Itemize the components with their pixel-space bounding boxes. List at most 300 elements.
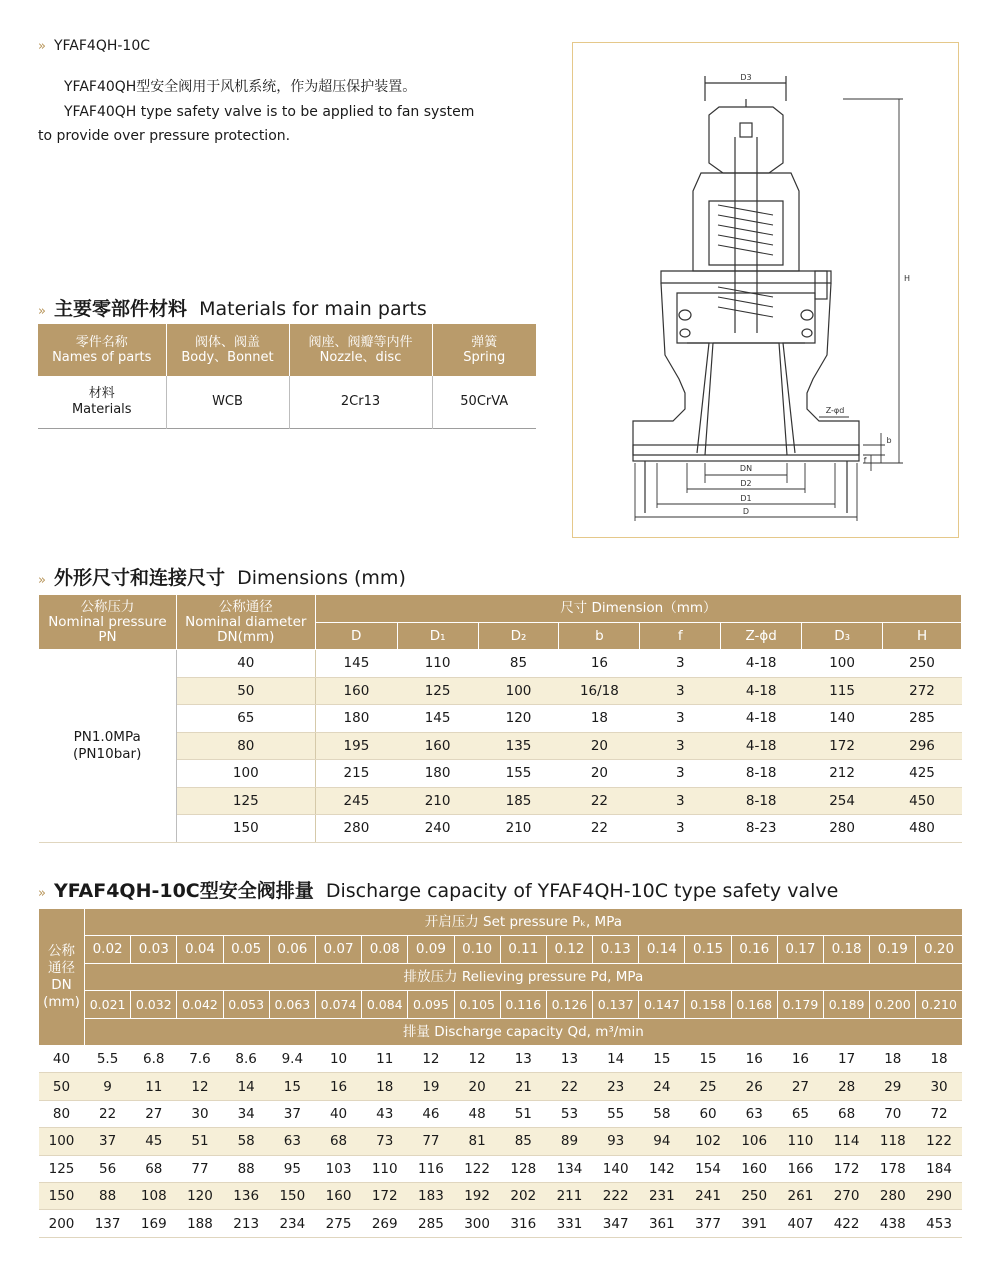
dim-cell: 140: [802, 705, 883, 733]
capacity-cell: 9.4: [269, 1046, 315, 1073]
capacity-cell: 178: [870, 1155, 916, 1182]
capacity-cell: 56: [85, 1155, 131, 1182]
header-dn: 公称通径 Nominal diameter DN(mm): [176, 595, 315, 650]
dim-cell: 4-18: [721, 705, 802, 733]
capacity-cell: 290: [916, 1182, 962, 1209]
dim-row: [39, 760, 962, 788]
capacity-cell: 331: [546, 1210, 592, 1237]
capacity-cell: 361: [639, 1210, 685, 1237]
capacity-cell: 14: [593, 1046, 639, 1073]
dim-row: [39, 732, 962, 760]
dim-col-header: Z-ϕd: [721, 623, 802, 650]
capacity-cell: 102: [685, 1128, 731, 1155]
capacity-cell: 103: [315, 1155, 361, 1182]
dn-cell: 100: [39, 1128, 85, 1155]
capacity-cell: 89: [546, 1128, 592, 1155]
pd-cell: 0.137: [593, 991, 639, 1019]
capacity-cell: 128: [500, 1155, 546, 1182]
capacity-cell: 30: [916, 1073, 962, 1100]
capacity-cell: 9: [85, 1073, 131, 1100]
capacity-cell: 269: [362, 1210, 408, 1237]
capacity-row: [39, 1128, 963, 1155]
dim-cell: 180: [397, 760, 478, 788]
pk-cell: 0.13: [593, 936, 639, 964]
capacity-cell: 13: [546, 1046, 592, 1073]
valve-drawing-frame: [572, 42, 959, 538]
pd-cell: 0.032: [131, 991, 177, 1019]
capacity-cell: 18: [362, 1073, 408, 1100]
capacity-cell: 241: [685, 1182, 731, 1209]
intro-en-2: to provide over pressure protection.: [38, 128, 291, 144]
pk-cell: 0.06: [269, 936, 315, 964]
dim-cell: 155: [478, 760, 559, 788]
dim-cell: 85: [478, 650, 559, 678]
capacity-cell: 10: [315, 1046, 361, 1073]
dimensions-header-row: [39, 595, 962, 623]
pk-cell: 0.02: [85, 936, 131, 964]
set-pressure-label: 开启压力 Set pressure Pₖ, MPa: [85, 909, 963, 936]
dim-row: [39, 787, 962, 815]
pd-cell: 0.074: [315, 991, 361, 1019]
capacity-cell: 213: [223, 1210, 269, 1237]
capacity-cell: 73: [362, 1128, 408, 1155]
set-pressure-row: [39, 909, 963, 936]
dim-cell: 172: [802, 732, 883, 760]
capacity-cell: 15: [639, 1046, 685, 1073]
dimensions-title: » 外形尺寸和连接尺寸 Dimensions (mm): [38, 567, 406, 589]
pd-cell: 0.147: [639, 991, 685, 1019]
intro-text: [38, 75, 508, 149]
materials-table: [38, 324, 536, 429]
capacity-cell: 13: [500, 1046, 546, 1073]
capacity-cell: 27: [131, 1100, 177, 1127]
capacity-cell: 300: [454, 1210, 500, 1237]
capacity-cell: 58: [223, 1128, 269, 1155]
dim-cell: 212: [802, 760, 883, 788]
pk-cell: 0.19: [870, 936, 916, 964]
pd-cell: 0.210: [916, 991, 962, 1019]
capacity-cell: 77: [408, 1128, 454, 1155]
materials-row-label: 材料 Materials: [38, 376, 166, 428]
chevron-icon: »: [38, 39, 44, 54]
pd-cell: 0.042: [177, 991, 223, 1019]
capacity-cell: 11: [362, 1046, 408, 1073]
dim-cell: 135: [478, 732, 559, 760]
capacity-table: [38, 908, 963, 1238]
dn-cell: 40: [39, 1046, 85, 1073]
capacity-cell: 40: [315, 1100, 361, 1127]
capacity-cell: 12: [454, 1046, 500, 1073]
dim-cell: 185: [478, 787, 559, 815]
label-d3: D3: [740, 73, 752, 82]
dim-cell: 3: [640, 677, 721, 705]
capacity-cell: 95: [269, 1155, 315, 1182]
dim-cell: 480: [883, 815, 962, 843]
dim-cell: 125: [397, 677, 478, 705]
pk-cell: 0.18: [824, 936, 870, 964]
materials-header-cell: 弹簧 Spring: [463, 335, 506, 365]
dn-cell: 65: [176, 705, 315, 733]
label-d2: D2: [740, 479, 752, 488]
dim-cell: 296: [883, 732, 962, 760]
dim-col-header: D₃: [802, 623, 883, 650]
capacity-cell: 30: [177, 1100, 223, 1127]
capacity-cell: 234: [269, 1210, 315, 1237]
capacity-cell: 37: [85, 1128, 131, 1155]
capacity-cell: 37: [269, 1100, 315, 1127]
capacity-cell: 51: [177, 1128, 223, 1155]
capacity-cell: 70: [870, 1100, 916, 1127]
capacity-cell: 137: [85, 1210, 131, 1237]
pd-cell: 0.053: [223, 991, 269, 1019]
capacity-cell: 150: [269, 1182, 315, 1209]
pk-cell: 0.03: [131, 936, 177, 964]
dim-row: [39, 650, 962, 678]
pk-cell: 0.17: [777, 936, 823, 964]
header-pn: 公称压力 Nominal pressure PN: [39, 595, 177, 650]
capacity-cell: 45: [131, 1128, 177, 1155]
dim-cell: 3: [640, 732, 721, 760]
header-dimension: 尺寸 Dimension（mm）: [315, 595, 961, 623]
dim-cell: 4-18: [721, 677, 802, 705]
dim-cell: 160: [315, 677, 397, 705]
capacity-cell: 18: [916, 1046, 962, 1073]
material-nozzle: 2Cr13: [289, 376, 432, 428]
capacity-cell: 6.8: [131, 1046, 177, 1073]
capacity-cell: 12: [177, 1073, 223, 1100]
pk-cell: 0.14: [639, 936, 685, 964]
capacity-cell: 438: [870, 1210, 916, 1237]
capacity-cell: 68: [824, 1100, 870, 1127]
pd-cell: 0.084: [362, 991, 408, 1019]
capacity-cell: 172: [362, 1182, 408, 1209]
dim-col-header: H: [883, 623, 962, 650]
dim-cell: 16: [559, 650, 640, 678]
capacity-cell: 72: [916, 1100, 962, 1127]
dim-cell: 22: [559, 815, 640, 843]
capacity-cell: 116: [408, 1155, 454, 1182]
dim-cell: 180: [315, 705, 397, 733]
pn-cell: [39, 650, 177, 843]
capacity-cell: 110: [777, 1128, 823, 1155]
capacity-row: [39, 1073, 963, 1100]
capacity-cell: 160: [315, 1182, 361, 1209]
pk-cell: 0.15: [685, 936, 731, 964]
capacity-cell: 23: [593, 1073, 639, 1100]
capacity-cell: 8.6: [223, 1046, 269, 1073]
pk-cell: 0.04: [177, 936, 223, 964]
relieving-pressure-label: 排放压力 Relieving pressure Pd, MPa: [85, 964, 963, 991]
capacity-row: [39, 1046, 963, 1073]
capacity-cell: 16: [731, 1046, 777, 1073]
capacity-cell: 15: [269, 1073, 315, 1100]
capacity-cell: 68: [315, 1128, 361, 1155]
capacity-cell: 21: [500, 1073, 546, 1100]
materials-title: » 主要零部件材料 Materials for main parts: [38, 298, 427, 320]
pd-cell: 0.116: [500, 991, 546, 1019]
model-heading: [38, 38, 150, 54]
chevron-icon: »: [38, 573, 44, 588]
capacity-cell: 88: [223, 1155, 269, 1182]
capacity-cell: 18: [870, 1046, 916, 1073]
capacity-cell: 22: [546, 1073, 592, 1100]
capacity-row: [39, 1210, 963, 1237]
dim-col-header: b: [559, 623, 640, 650]
dim-cell: 425: [883, 760, 962, 788]
capacity-cell: 285: [408, 1210, 454, 1237]
dim-cell: 100: [478, 677, 559, 705]
capacity-cell: 29: [870, 1073, 916, 1100]
dim-cell: 3: [640, 815, 721, 843]
capacity-cell: 316: [500, 1210, 546, 1237]
dim-cell: 210: [478, 815, 559, 843]
pk-cell: 0.10: [454, 936, 500, 964]
capacity-cell: 58: [639, 1100, 685, 1127]
capacity-cell: 231: [639, 1182, 685, 1209]
capacity-cell: 222: [593, 1182, 639, 1209]
label-h: H: [903, 274, 911, 283]
pk-cell: 0.08: [362, 936, 408, 964]
chevron-icon: »: [38, 886, 44, 901]
capacity-cell: 55: [593, 1100, 639, 1127]
dim-cell: 120: [478, 705, 559, 733]
capacity-cell: 275: [315, 1210, 361, 1237]
capacity-cell: 88: [85, 1182, 131, 1209]
relieving-pressure-row: [39, 964, 963, 991]
capacity-cell: 154: [685, 1155, 731, 1182]
dim-cell: 16/18: [559, 677, 640, 705]
label-dn: DN: [739, 464, 753, 473]
capacity-cell: 407: [777, 1210, 823, 1237]
header-dn: 公称 通径 DN (mm): [39, 909, 85, 1046]
capacity-cell: 17: [824, 1046, 870, 1073]
capacity-cell: 422: [824, 1210, 870, 1237]
dim-cell: 280: [315, 815, 397, 843]
dn-cell: 125: [39, 1155, 85, 1182]
pk-row: [39, 936, 963, 964]
capacity-cell: 270: [824, 1182, 870, 1209]
materials-header-row: [38, 324, 536, 376]
materials-header-cell: 阀座、阀瓣等内件 Nozzle、disc: [289, 324, 432, 376]
pd-cell: 0.105: [454, 991, 500, 1019]
dim-cell: 4-18: [721, 650, 802, 678]
dim-cell: 110: [397, 650, 478, 678]
capacity-row: [39, 1155, 963, 1182]
dim-cell: 245: [315, 787, 397, 815]
discharge-row: [39, 1019, 963, 1046]
capacity-cell: 68: [131, 1155, 177, 1182]
dim-cell: 22: [559, 787, 640, 815]
dn-cell: 200: [39, 1210, 85, 1237]
capacity-cell: 184: [916, 1155, 962, 1182]
material-spring: 50CrVA: [460, 394, 509, 410]
pn-line-1: PN1.0MPa: [73, 728, 141, 745]
capacity-cell: 25: [685, 1073, 731, 1100]
capacity-cell: 211: [546, 1182, 592, 1209]
capacity-cell: 250: [731, 1182, 777, 1209]
label-f: f: [863, 456, 867, 465]
pk-cell: 0.11: [500, 936, 546, 964]
discharge-label: 排量 Discharge capacity Qd, m³/min: [85, 1019, 963, 1046]
pd-cell: 0.095: [408, 991, 454, 1019]
label-d: D: [742, 507, 750, 516]
capacity-cell: 65: [777, 1100, 823, 1127]
label-b: b: [886, 436, 892, 445]
capacity-cell: 48: [454, 1100, 500, 1127]
capacity-cell: 118: [870, 1128, 916, 1155]
dim-cell: 100: [802, 650, 883, 678]
capacity-cell: 166: [777, 1155, 823, 1182]
dim-cell: 4-18: [721, 732, 802, 760]
capacity-cell: 77: [177, 1155, 223, 1182]
capacity-cell: 122: [916, 1128, 962, 1155]
capacity-cell: 453: [916, 1210, 962, 1237]
capacity-cell: 347: [593, 1210, 639, 1237]
material-body: WCB: [166, 376, 289, 428]
dn-cell: 125: [176, 787, 315, 815]
capacity-cell: 108: [131, 1182, 177, 1209]
capacity-cell: 160: [731, 1155, 777, 1182]
capacity-cell: 60: [685, 1100, 731, 1127]
dimensions-table: [38, 594, 962, 843]
dim-cell: 145: [315, 650, 397, 678]
capacity-cell: 106: [731, 1128, 777, 1155]
materials-header-cell: 阀体、阀盖 Body、Bonnet: [166, 324, 289, 376]
capacity-row: [39, 1182, 963, 1209]
capacity-cell: 24: [639, 1073, 685, 1100]
capacity-cell: 140: [593, 1155, 639, 1182]
pk-cell: 0.12: [546, 936, 592, 964]
capacity-cell: 94: [639, 1128, 685, 1155]
capacity-cell: 20: [454, 1073, 500, 1100]
dim-cell: 254: [802, 787, 883, 815]
capacity-cell: 81: [454, 1128, 500, 1155]
dn-cell: 80: [39, 1100, 85, 1127]
capacity-cell: 53: [546, 1100, 592, 1127]
capacity-cell: 114: [824, 1128, 870, 1155]
pd-cell: 0.063: [269, 991, 315, 1019]
dn-cell: 150: [39, 1182, 85, 1209]
capacity-cell: 391: [731, 1210, 777, 1237]
capacity-cell: 110: [362, 1155, 408, 1182]
dim-cell: 115: [802, 677, 883, 705]
capacity-cell: 280: [870, 1182, 916, 1209]
dim-cell: 3: [640, 705, 721, 733]
capacity-cell: 27: [777, 1073, 823, 1100]
dim-cell: 18: [559, 705, 640, 733]
dim-cell: 272: [883, 677, 962, 705]
capacity-cell: 11: [131, 1073, 177, 1100]
pn-line-2: (PN10bar): [73, 745, 142, 762]
dim-cell: 240: [397, 815, 478, 843]
dim-cell: 3: [640, 760, 721, 788]
dim-col-header: f: [640, 623, 721, 650]
capacity-cell: 22: [85, 1100, 131, 1127]
pd-row: [39, 991, 963, 1019]
capacity-cell: 183: [408, 1182, 454, 1209]
dim-cell: 285: [883, 705, 962, 733]
capacity-cell: 7.6: [177, 1046, 223, 1073]
dim-cell: 250: [883, 650, 962, 678]
dim-row: [39, 705, 962, 733]
pk-cell: 0.16: [731, 936, 777, 964]
model-name: YFAF4QH-10C: [53, 38, 151, 54]
pd-cell: 0.158: [685, 991, 731, 1019]
intro-en-1: YFAF40QH type safety valve is to be applied to fan system: [64, 103, 475, 120]
dn-cell: 50: [39, 1073, 85, 1100]
intro-cn: YFAF40QH型安全阀用于风机系统，作为超压保护装置。: [64, 79, 417, 95]
capacity-cell: 192: [454, 1182, 500, 1209]
capacity-cell: 188: [177, 1210, 223, 1237]
dn-cell: 80: [176, 732, 315, 760]
dim-cell: 20: [559, 760, 640, 788]
dim-cell: 210: [397, 787, 478, 815]
capacity-cell: 172: [824, 1155, 870, 1182]
capacity-cell: 377: [685, 1210, 731, 1237]
dim-cell: 20: [559, 732, 640, 760]
dim-cell: 215: [315, 760, 397, 788]
capacity-cell: 122: [454, 1155, 500, 1182]
capacity-cell: 63: [269, 1128, 315, 1155]
capacity-cell: 51: [500, 1100, 546, 1127]
pd-cell: 0.021: [85, 991, 131, 1019]
dim-cell: 8-18: [721, 760, 802, 788]
capacity-title: » YFAF4QH-10C型安全阀排量 Discharge capacity of YFAF4QH-10C type safety valve: [38, 880, 839, 902]
dn-cell: 40: [176, 650, 315, 678]
dim-cell: 280: [802, 815, 883, 843]
pd-cell: 0.189: [824, 991, 870, 1019]
dim-col-header: D: [315, 623, 397, 650]
capacity-cell: 28: [824, 1073, 870, 1100]
dim-row: [39, 815, 962, 843]
capacity-cell: 63: [731, 1100, 777, 1127]
pd-cell: 0.168: [731, 991, 777, 1019]
pk-cell: 0.05: [223, 936, 269, 964]
dim-cell: 3: [640, 787, 721, 815]
dim-row: [39, 677, 962, 705]
capacity-cell: 93: [593, 1128, 639, 1155]
label-zd: Z-φd: [825, 406, 845, 415]
capacity-row: [39, 1100, 963, 1127]
dim-cell: 8-23: [721, 815, 802, 843]
valve-section-drawing: [573, 43, 958, 537]
materials-row: [38, 376, 536, 428]
dim-cell: 8-18: [721, 787, 802, 815]
pd-cell: 0.179: [777, 991, 823, 1019]
dim-cell: 3: [640, 650, 721, 678]
pk-cell: 0.09: [408, 936, 454, 964]
capacity-cell: 261: [777, 1182, 823, 1209]
capacity-cell: 5.5: [85, 1046, 131, 1073]
pd-cell: 0.126: [546, 991, 592, 1019]
capacity-cell: 120: [177, 1182, 223, 1209]
dn-cell: 100: [176, 760, 315, 788]
pd-cell: 0.200: [870, 991, 916, 1019]
capacity-cell: 43: [362, 1100, 408, 1127]
dim-col-header: D₁: [397, 623, 478, 650]
materials-header-cell: 零件名称 Names of parts: [38, 324, 166, 376]
capacity-cell: 85: [500, 1128, 546, 1155]
dim-cell: 145: [397, 705, 478, 733]
dim-cell: 450: [883, 787, 962, 815]
capacity-cell: 16: [315, 1073, 361, 1100]
pk-cell: 0.20: [916, 936, 962, 964]
capacity-cell: 34: [223, 1100, 269, 1127]
dn-cell: 50: [176, 677, 315, 705]
capacity-cell: 202: [500, 1182, 546, 1209]
capacity-cell: 26: [731, 1073, 777, 1100]
capacity-cell: 19: [408, 1073, 454, 1100]
